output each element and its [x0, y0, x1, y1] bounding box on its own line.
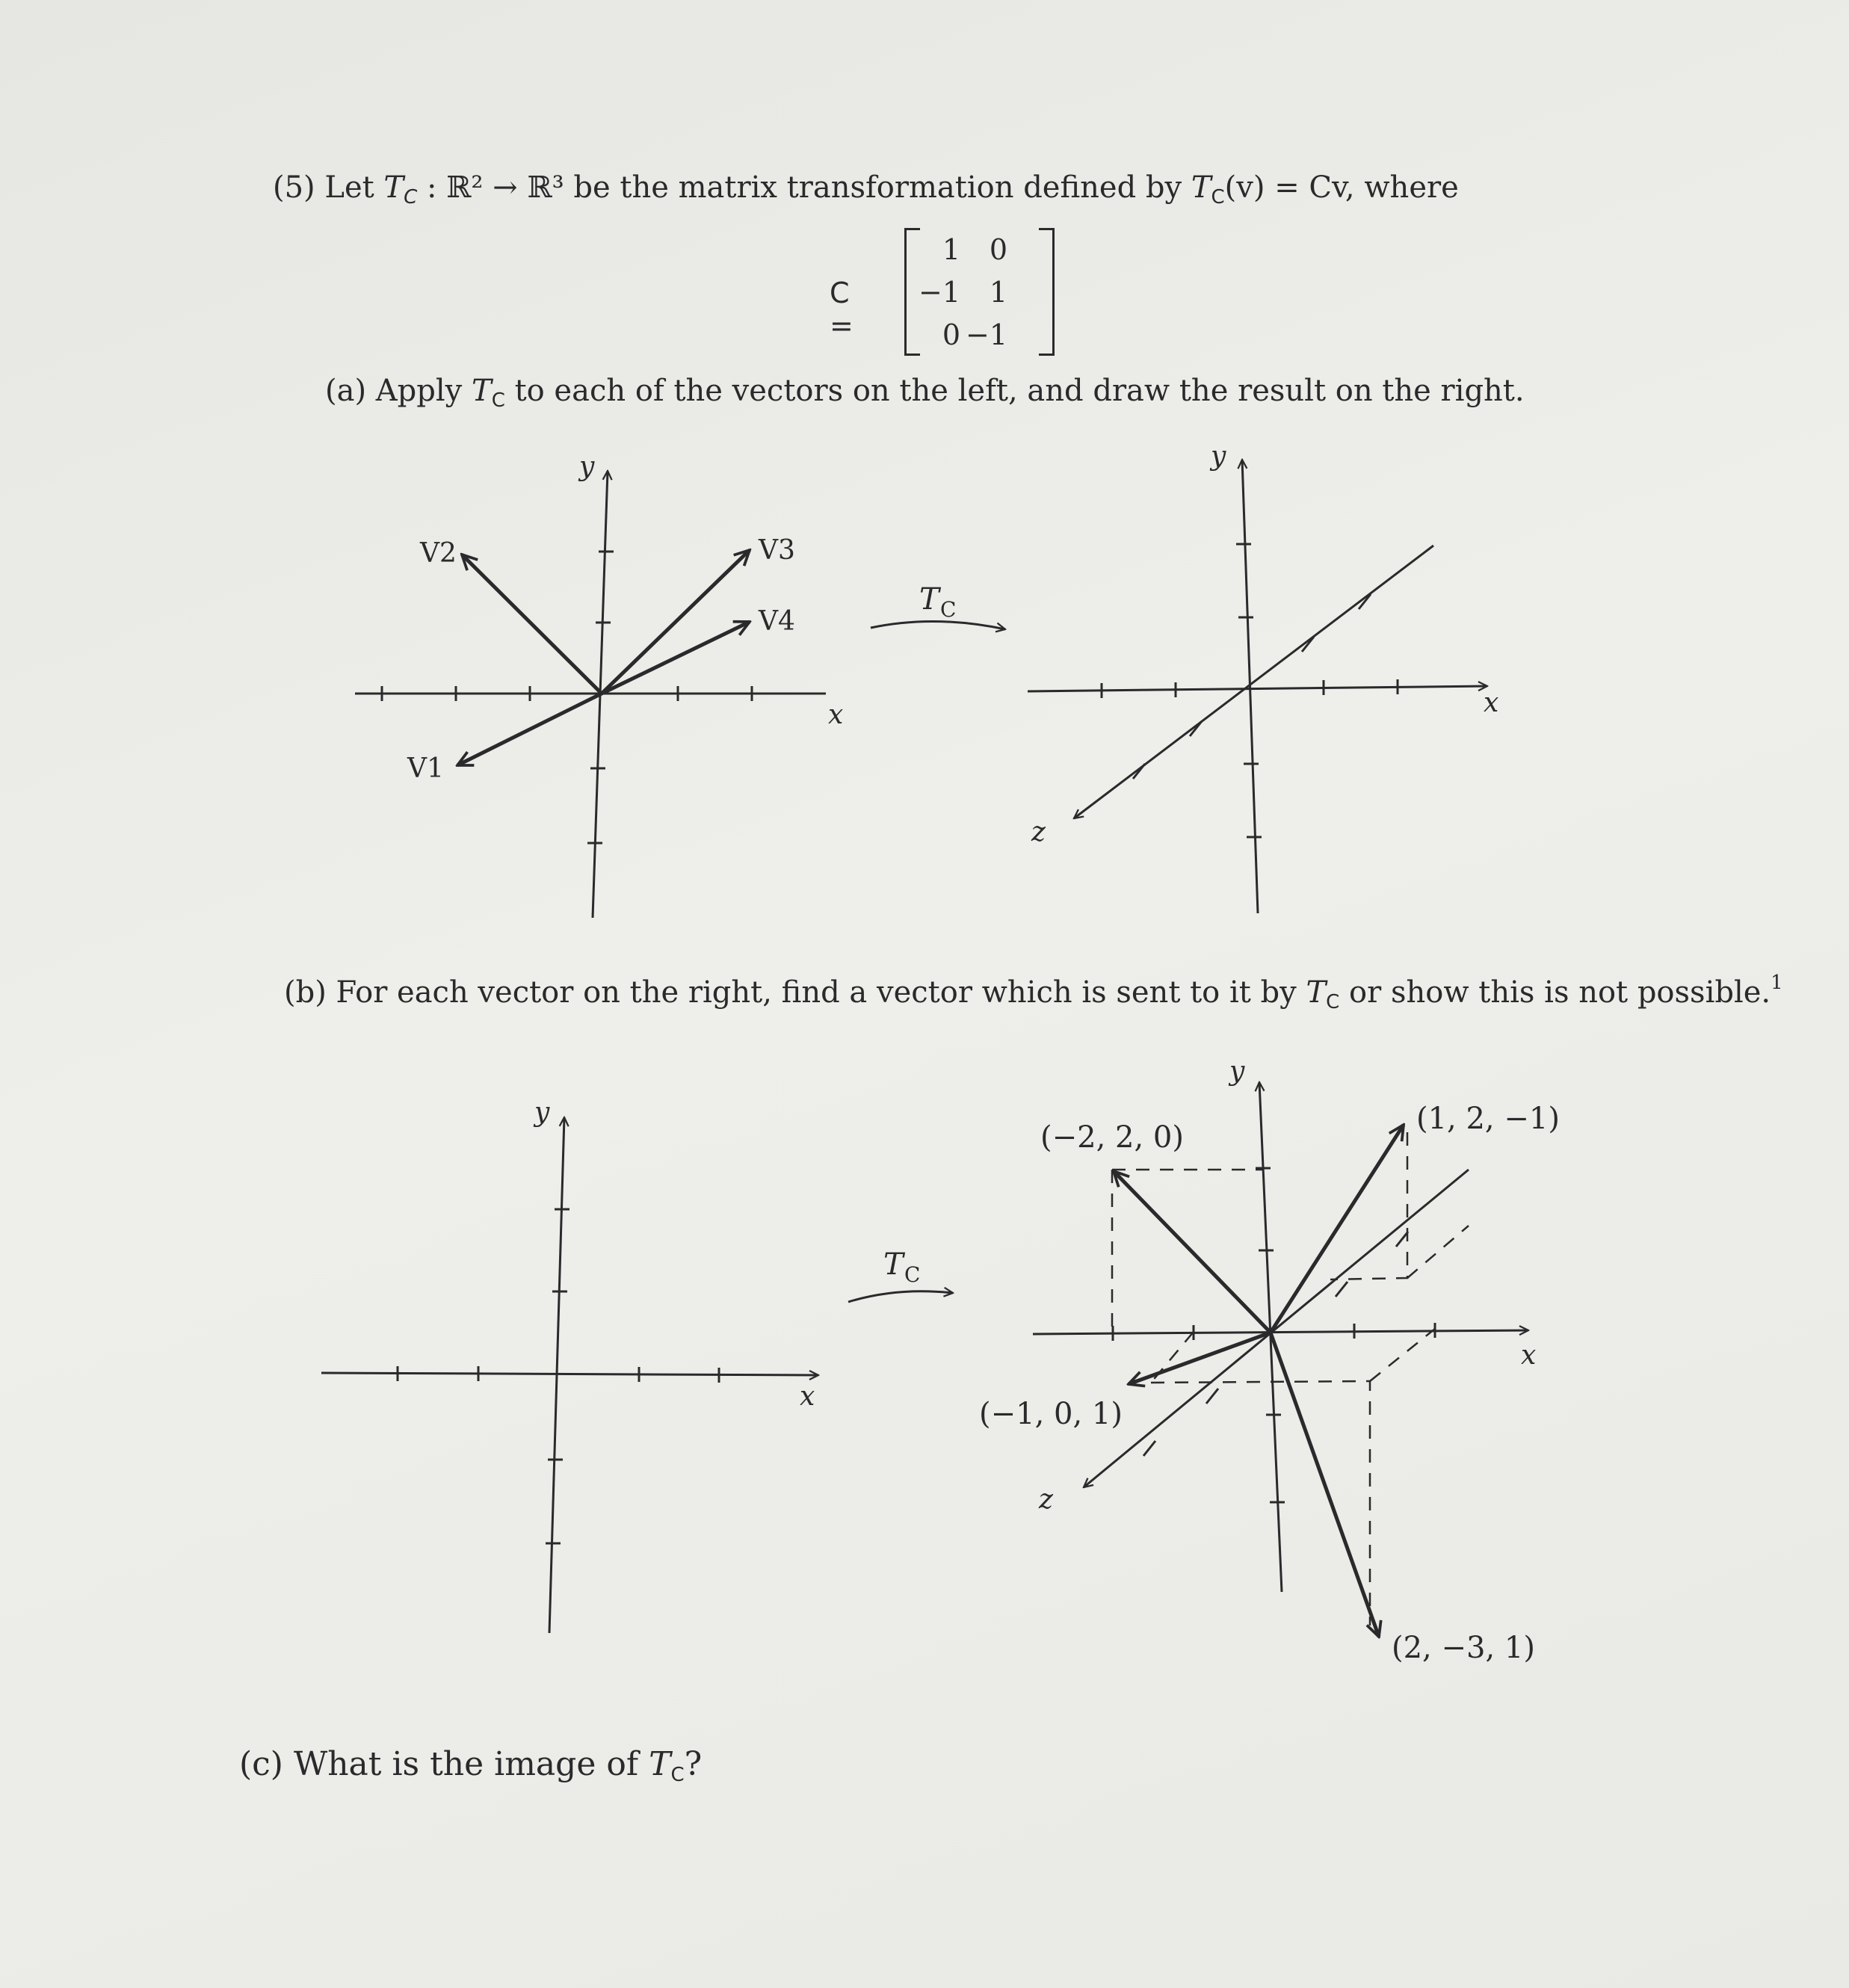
label-y-axis: y [1211, 441, 1226, 472]
part-c-before: What is the image of [293, 1745, 639, 1783]
map-label-t: T [919, 582, 939, 617]
vector-v4 [602, 622, 750, 694]
arrow-icon [871, 621, 1005, 629]
y-axis [1242, 460, 1258, 913]
vector-neg1-0-1 [1129, 1333, 1271, 1384]
label-vec-neg1-0-1: (−1, 0, 1) [979, 1397, 1123, 1431]
part-c-after: ? [684, 1745, 703, 1783]
vector-neg2-2-0 [1114, 1171, 1271, 1333]
map-label-t: T [883, 1247, 904, 1282]
vector-v2 [462, 555, 602, 694]
diagram-b-right [1033, 1082, 1528, 1592]
part-b-before: For each vector on the right, find a vector which is sent to it by [336, 975, 1297, 1010]
label-v1: V1 [407, 753, 444, 784]
guide-line [1407, 1226, 1469, 1278]
label-z-axis: z [1039, 1484, 1053, 1515]
label-y-axis: y [534, 1097, 550, 1128]
guide-line [1151, 1381, 1370, 1626]
vector-2-neg3-1 [1271, 1333, 1379, 1637]
guide-line [1330, 1132, 1407, 1279]
map-arrow-b [848, 1247, 953, 1302]
vectors-b-right [1114, 1125, 1404, 1637]
guide-lines-b-right [1112, 1132, 1469, 1626]
labels-a-left [407, 451, 843, 784]
label-x-axis: x [1484, 688, 1499, 718]
matrix-entry: 1 [989, 275, 1008, 309]
map-label-sub: C [904, 1262, 921, 1287]
part-c-label: (c) [239, 1745, 283, 1783]
label-v2: V2 [420, 538, 457, 569]
label-v4: V4 [759, 606, 795, 637]
y-axis [549, 1117, 564, 1633]
guide-line [1370, 1329, 1435, 1381]
label-vec-1-2-neg1: (1, 2, −1) [1416, 1102, 1560, 1136]
vector-v3 [602, 550, 750, 694]
labels-a-right [1031, 441, 1498, 848]
diagram-a-right [1028, 460, 1487, 913]
matrix-label: C = [830, 277, 853, 342]
y-ticks [1236, 544, 1262, 837]
part-a-after: to each of the vectors on the left, and draw the result on the right. [514, 374, 1525, 408]
label-y-axis: y [1229, 1056, 1245, 1087]
part-b-after: or show this is not possible. [1349, 975, 1771, 1010]
t-symbol: T [383, 170, 404, 205]
labels-b-left [533, 1097, 815, 1412]
vector-1-2-neg1 [1271, 1125, 1404, 1333]
definition-rhs: (v) = Cv, where [1224, 170, 1459, 205]
matrix-entry: −1 [919, 275, 961, 309]
intro-before: Let [324, 170, 374, 205]
t-symbol: T [1306, 975, 1327, 1010]
label-x-axis: x [1521, 1340, 1537, 1371]
part-a-label: (a) [325, 374, 367, 408]
arrow-icon [848, 1291, 953, 1302]
t-subscript: C [491, 389, 505, 412]
label-x-axis: x [800, 1381, 815, 1412]
part-a-before: Apply [375, 374, 463, 408]
label-y-axis: y [579, 451, 595, 482]
matrix-entry: 0 [942, 318, 961, 351]
labels-b-right [979, 1056, 1560, 1665]
matrix-entry: 0 [989, 232, 1008, 266]
x-axis [1033, 1330, 1528, 1334]
t-symbol: T [472, 374, 492, 408]
map-label-sub: C [940, 597, 957, 622]
x-axis [321, 1373, 818, 1375]
t-symbol: T [649, 1745, 671, 1783]
footnote-marker: 1 [1771, 972, 1783, 994]
t-symbol-def: T [1191, 170, 1211, 205]
matrix-entry: −1 [966, 318, 1008, 351]
label-x-axis: x [828, 700, 844, 730]
label-vec-2-neg3-1: (2, −3, 1) [1392, 1631, 1535, 1665]
problem-number: (5) [273, 170, 315, 205]
t-subscript: C [1326, 991, 1340, 1013]
t-subscript: C [404, 186, 418, 209]
vector-v1 [457, 694, 602, 765]
label-v3: V3 [759, 535, 795, 566]
intro-mid: : ℝ² → ℝ³ be the matrix transformation defined by [426, 170, 1182, 205]
map-arrow-a [871, 582, 1005, 629]
x-axis [1028, 686, 1487, 691]
t-subscript: C [670, 1764, 685, 1786]
diagram-b-left [321, 1117, 818, 1633]
part-b-label: (b) [284, 975, 327, 1010]
label-vec-neg2-2-0: (−2, 2, 0) [1040, 1120, 1184, 1155]
matrix-entry: 1 [942, 232, 961, 266]
label-z-axis: z [1031, 817, 1046, 848]
t-subscript-def: C [1211, 186, 1225, 209]
